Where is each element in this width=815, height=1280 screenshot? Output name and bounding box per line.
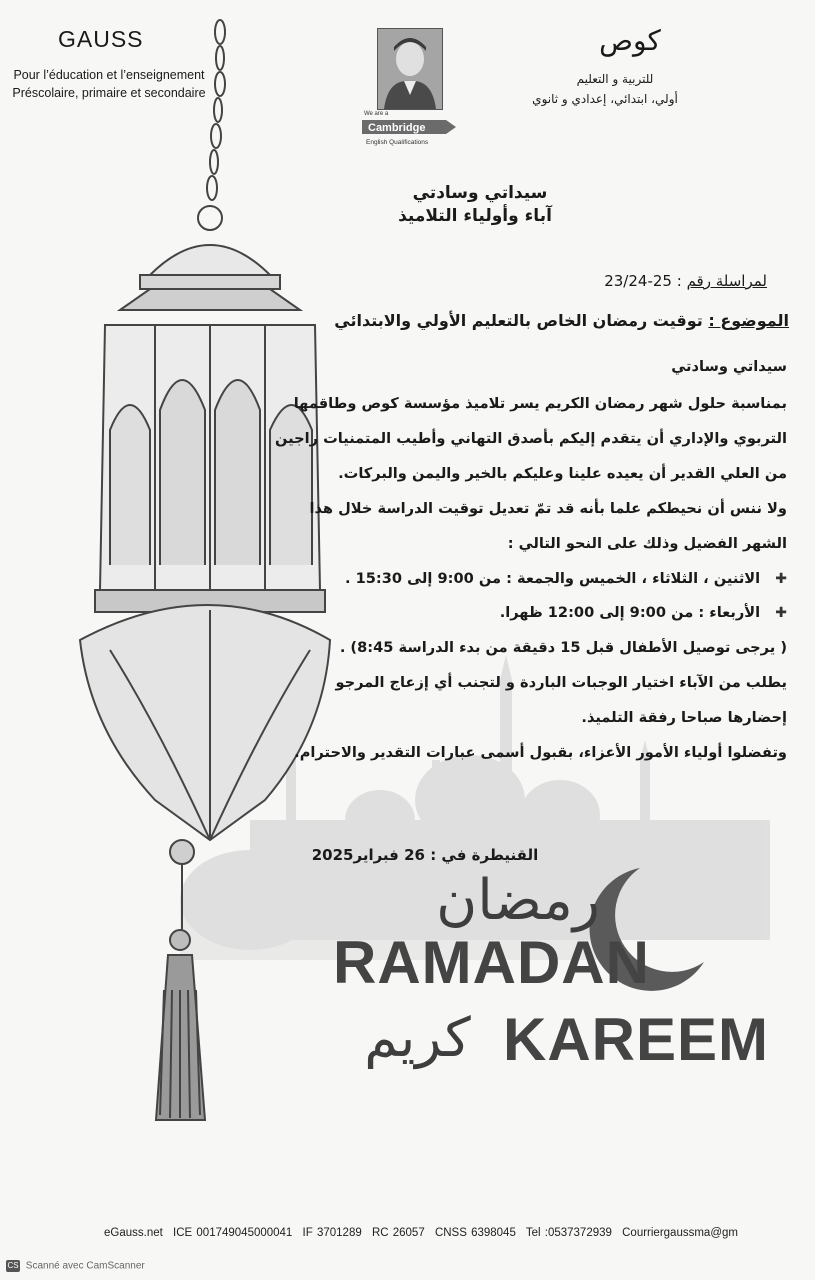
recipients-line-1: سيداتي وسادتي	[412, 183, 548, 203]
founder-portrait	[377, 28, 443, 110]
schedule-item-1-text: الاثنين ، الثلاثاء ، الخميس والجمعة : من 9:00 إلى 15:30 .	[344, 570, 761, 587]
footer-email: Courriergaussma@gm	[622, 1227, 738, 1239]
tagline-line-1: Pour l’éducation et l’enseignement	[13, 68, 205, 82]
footer-rc: RC 26057	[371, 1227, 425, 1239]
portrait-image	[378, 29, 442, 109]
footer-if: IF 3701289	[302, 1227, 362, 1239]
subject-text: توقيت رمضان الخاص بالتعليم الأولي والابتدائي	[334, 311, 703, 330]
subject-line	[334, 311, 789, 330]
footer-cnss: CNSS 6398045	[434, 1227, 516, 1239]
ramadan-arabic-calligraphy: رمضان	[436, 868, 600, 933]
lantern-illustration	[60, 10, 340, 1130]
body-paragraph-3-line-1: يطلب من الآباء اختيار الوجبات الباردة و لتجنب أي إزعاج المرجو	[335, 674, 787, 691]
footer-website: eGauss.net	[104, 1227, 163, 1239]
subject-label: الموضوع :	[708, 311, 789, 330]
footer-ice: ICE 001749045000041	[173, 1227, 293, 1239]
school-name-arabic: كوص	[599, 24, 661, 57]
salutation: سيداتي وسادتي	[671, 358, 787, 375]
kareem-arabic-calligraphy: كريم	[364, 1006, 471, 1069]
schedule-item-2	[500, 604, 787, 621]
cambridge-logo-text: Cambridge	[368, 122, 426, 134]
body-paragraph-1-line-3: من العلي القدير أن يعيده علينا وعليكم بالخير واليمن والبركات.	[338, 465, 787, 482]
reference-number	[604, 272, 767, 290]
school-tagline-latin	[4, 66, 214, 102]
place-and-date: القنيطرة في : 26 فبراير2025	[311, 846, 539, 864]
bullet-icon: ✚	[775, 605, 787, 621]
scanner-watermark	[6, 1260, 145, 1272]
footer-phone: Tel :0537372939	[525, 1227, 612, 1239]
recipients-line-2: آباء وأولياء التلاميذ	[398, 206, 552, 226]
reference-value: : 25-23/24	[604, 272, 682, 290]
schedule-item-1	[345, 570, 787, 587]
reference-label: لمراسلة رقم	[686, 272, 767, 290]
body-paragraph-1-line-2: التربوي والإداري أن يتقدم إليكم بأصدق التهاني وأطيب المتمنيات راجين	[275, 430, 787, 447]
body-paragraph-2-line-1: ولا ننس أن نحيطكم علما بأنه قد تمّ تعديل توقيت الدراسة خلال هذا	[309, 500, 787, 517]
school-tagline-arabic-2: أولي، ابتدائي، إعدادي و ثانوي	[532, 92, 678, 106]
tagline-line-2: Préscolaire, primaire et secondaire	[12, 86, 206, 100]
closing-line: وتفضلوا أولياء الأمور الأعزاء، بقبول أسمى عبارات التقدير والاحترام.	[294, 744, 787, 761]
cambridge-subcaption: English Qualifications	[366, 139, 429, 146]
footer-contact	[104, 1227, 744, 1239]
body-paragraph-1-line-1: بمناسبة حلول شهر رمضان الكريم يسر تلاميذ مؤسسة كوص وطاقمها	[293, 395, 787, 412]
camscanner-icon: CS	[7, 1261, 19, 1270]
cambridge-logo	[362, 120, 456, 134]
school-tagline-arabic-1: للتربية و التعليم	[576, 72, 654, 86]
body-paragraph-2-line-2: الشهر الفضيل وذلك على النحو التالي :	[507, 535, 787, 552]
bullet-icon: ✚	[775, 571, 787, 587]
schedule-item-2-text: الأربعاء : من 9:00 إلى 12:00 ظهرا.	[499, 604, 761, 621]
cambridge-caption: We are a	[364, 111, 389, 117]
school-name-latin: GAUSS	[58, 26, 144, 52]
body-paragraph-3-line-2: إحضارها صباحا رفقة التلميذ.	[581, 709, 787, 726]
ramadan-word: RAMADAN	[333, 929, 650, 996]
scanner-text: Scanné avec CamScanner	[25, 1260, 145, 1272]
kareem-word: KAREEM	[503, 1006, 770, 1073]
arrival-note: ( يرجى توصيل الأطفال قبل 15 دقيقة من بدء الدراسة 8:45) .	[339, 639, 787, 656]
